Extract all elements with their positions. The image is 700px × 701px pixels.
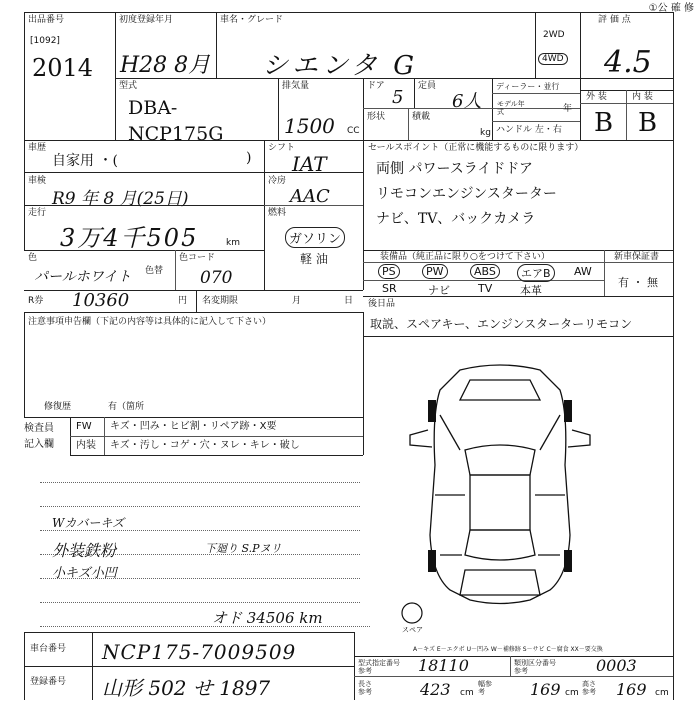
sep-recycle: [196, 290, 197, 312]
sales-line-1: 両側 パワースライドドア: [376, 161, 533, 177]
month-unit: 月: [292, 296, 302, 306]
car-windshield: [465, 445, 535, 475]
ac-value: AAC: [290, 186, 330, 207]
inspector-note-1: Wカバーキズ: [52, 516, 125, 530]
sales-line-3: ナビ、TV、バックカメラ: [376, 211, 536, 227]
car-rear-panel: [460, 570, 540, 595]
top-right-marks: ①公 確 修: [648, 3, 694, 14]
equip-leather: 本革: [520, 284, 542, 297]
spare-tire-icon: [402, 603, 422, 623]
length-label: 長さ参考: [358, 680, 372, 696]
score-value: 4.5: [604, 45, 652, 80]
length-value: 423: [420, 680, 451, 699]
color-code-label: 色コード: [179, 253, 216, 263]
handle-label: ハンドル 左・右: [496, 125, 562, 135]
wheel-rear-right: [564, 550, 572, 572]
inspector-right: [363, 417, 364, 455]
repair-label: 修復歴: [44, 402, 72, 412]
history-label: 車歴: [28, 143, 47, 153]
inspection-label: 車検: [28, 176, 47, 186]
drive-4wd: 4WD: [538, 53, 568, 65]
capacity-label: 定員: [418, 81, 437, 91]
frame-top-line: [24, 12, 674, 13]
sep-mid-1: [264, 140, 265, 290]
inspector-label-2: 記入欄: [24, 439, 54, 450]
row-inspector: [24, 417, 363, 418]
history-close: ): [246, 150, 252, 166]
wheel-front-left: [428, 400, 436, 422]
fw-label: FW: [76, 421, 92, 432]
car-line-left-front: [440, 415, 460, 450]
car-line-right-front: [540, 415, 560, 450]
sep-cap: [492, 78, 493, 140]
color-code-value: 070: [200, 268, 233, 288]
recycle-value: 10360: [72, 290, 130, 311]
row-equip-mid: [363, 280, 604, 281]
equip-pw: PW: [422, 264, 448, 279]
inspection-value: R9 年 8 月(25日): [52, 189, 189, 209]
cc-unit: CC: [347, 126, 360, 136]
car-rear-window: [465, 530, 535, 560]
doors-label: ドア: [367, 81, 385, 91]
height-label: 高さ参考: [582, 680, 596, 696]
equip-airbag: エアB: [517, 264, 555, 282]
chassis-left: [24, 632, 25, 700]
row-ref-mid: [354, 676, 673, 677]
damage-legend: A－キズ E－エクボ U－凹み W－補修跡 S－サビ C－腐食 XX－要交換: [413, 646, 603, 653]
sales-header: セールスポイント（正常に機能するものに限ります）: [368, 143, 584, 153]
row-equip-end: [363, 296, 673, 297]
history-value: 自家用 ・(: [52, 153, 118, 169]
car-right-mirror: [568, 430, 590, 447]
sep-ext-int: [626, 90, 627, 140]
row-sep-2: [24, 140, 674, 141]
notes-right: [363, 312, 364, 417]
drive-2wd: 2WD: [543, 30, 565, 40]
inspector-note-3: 小キズ小凹: [52, 566, 117, 581]
wheel-rear-left: [428, 550, 436, 572]
spare-label: スペア: [402, 626, 423, 634]
equip-ps: PS: [378, 264, 400, 279]
sep-type: [278, 78, 279, 140]
row-aftermarket: [363, 336, 673, 337]
interior-row-label: 内装: [76, 440, 96, 451]
chassis-value: NCP175-7009509: [102, 640, 297, 664]
sep-drive: [580, 12, 581, 140]
fw-items: キズ・凹み・ヒビ割・リペア跡・X要: [110, 421, 277, 432]
under-note: 下廻り S.Pヌリ: [205, 542, 282, 555]
frame-left-line: [24, 12, 25, 140]
aftermarket-label: 後日品: [368, 299, 396, 309]
exterior-label: 外 装: [586, 92, 607, 102]
row-sep-handle: [492, 121, 580, 122]
score-label: 評 価 点: [598, 15, 631, 25]
mileage-value: 3万4千505: [60, 224, 199, 252]
car-left-mirror: [410, 430, 432, 447]
length-unit: cm: [460, 688, 474, 698]
sep-mid-2: [363, 140, 364, 290]
displacement-value: 1500: [284, 114, 335, 138]
sep-shape: [408, 108, 409, 140]
row-fw: [70, 436, 363, 437]
sep-color: [175, 250, 176, 290]
row-equip-head: [363, 262, 673, 263]
fuel-value: ガソリン: [285, 227, 345, 248]
color-value: パールホワイト: [34, 269, 132, 285]
first-reg-label: 初度登録年月: [119, 15, 174, 25]
chassis-label: 車台番号: [30, 644, 67, 654]
yen-unit: 円: [178, 296, 188, 306]
fuel-alt: 軽 油: [300, 252, 328, 266]
first-reg-value: H28 8月: [120, 53, 211, 78]
row-chassis-top: [24, 632, 354, 633]
model-value: シエンタ G: [262, 51, 418, 81]
sep-doors: [414, 78, 415, 108]
equip-label: 装備品（純正品に限り○をつけて下さい）: [380, 252, 550, 262]
shape-label: 形状: [367, 112, 386, 122]
reg-label: 登録番号: [30, 677, 67, 687]
interior-value: B: [638, 108, 658, 138]
warranty-value: 有 ・ 無: [618, 276, 658, 289]
equip-sr: SR: [382, 282, 397, 295]
row-recycle: [24, 312, 363, 313]
recycle-label: R券: [28, 296, 44, 306]
exterior-value: B: [594, 108, 614, 138]
model-year-label: モデル年式: [497, 100, 525, 116]
equip-aw: AW: [574, 265, 592, 278]
model-label: 車名・グレード: [220, 15, 284, 25]
chassis-right: [354, 632, 355, 700]
type-value: DBA- NCP175G: [128, 97, 224, 145]
load-label: 積載: [412, 112, 431, 122]
wheel-front-right: [564, 400, 572, 422]
class-ref-label: 類別区分番号参考: [514, 659, 556, 675]
lot-label: 出品番号: [28, 15, 65, 25]
shift-value: IAT: [292, 152, 327, 176]
lot-small: [1092]: [30, 36, 60, 46]
type-ref-label: 型式指定番号参考: [358, 659, 400, 675]
fuel-label: 燃料: [268, 208, 287, 218]
note-line-2: [40, 506, 360, 507]
year-unit: 年: [563, 104, 573, 114]
equip-abs: ABS: [470, 264, 500, 279]
sep-disp: [363, 78, 364, 140]
frame-right-line: [673, 12, 674, 140]
type-label: 型式: [119, 81, 138, 91]
kg-unit: kg: [480, 128, 491, 138]
interior-items: キズ・汚し・コゲ・穴・ヌレ・キレ・破し: [110, 440, 300, 451]
lot-number: 2014: [32, 54, 94, 82]
type-ref-value: 18110: [418, 656, 469, 675]
sep-first-reg: [216, 12, 217, 78]
repair-value: 有（箇所: [108, 402, 145, 412]
note-line-6: [40, 602, 360, 603]
car-body-outline: [430, 365, 570, 604]
width-value: 169: [530, 680, 561, 699]
capacity-value: 6人: [452, 91, 482, 112]
car-roof: [470, 475, 530, 530]
equip-navi: ナビ: [428, 284, 450, 297]
sep-model: [535, 12, 536, 78]
inspector-label-1: 検査員: [24, 423, 54, 434]
interior-label: 内 装: [632, 92, 653, 102]
sep-lot: [115, 12, 116, 140]
km-unit: km: [226, 238, 240, 248]
car-front-panel: [460, 380, 540, 400]
shift-label: シフト: [268, 143, 296, 153]
color-label: 色: [28, 253, 38, 263]
height-unit: cm: [655, 688, 669, 698]
row-int: [70, 455, 363, 456]
height-value: 169: [616, 680, 647, 699]
color-change-label: 色替: [145, 266, 164, 276]
doors-value: 5: [392, 87, 404, 108]
frame-right-lower: [673, 140, 674, 700]
notes-left: [24, 312, 25, 417]
inspector-note-2: 外装鉄粉: [52, 541, 117, 560]
sep-ref: [510, 656, 511, 676]
sep-warranty: [604, 250, 605, 296]
mileage-label: 走行: [28, 208, 47, 218]
mid-left-line: [24, 140, 25, 250]
aftermarket-value: 取説、スペアキー、エンジンスターターリモコン: [370, 317, 633, 331]
row-ac: [264, 205, 363, 206]
notes-label: 注意事項申告欄（下記の内容等は具体的に記入して下さい）: [28, 317, 272, 327]
width-label: 幅参考: [478, 680, 492, 696]
displacement-label: 排気量: [282, 81, 310, 91]
class-ref-value: 0003: [596, 656, 637, 675]
warranty-label: 新車保証書: [614, 252, 660, 262]
odometer-note: オド 34506 km: [212, 609, 323, 627]
row-sep-dealer: [492, 93, 580, 94]
width-unit: cm: [565, 688, 579, 698]
ac-label: 冷房: [268, 176, 287, 186]
note-line-1: [40, 482, 360, 483]
dealer-label: ディーラー・並行: [496, 82, 560, 91]
row-chassis-mid: [24, 666, 354, 667]
chassis-sep: [92, 632, 93, 700]
row-equip: [363, 250, 673, 251]
sales-line-2: リモコンエンジンスターター: [376, 186, 557, 202]
equip-tv: TV: [478, 282, 493, 295]
registration-label: 名変期限: [202, 296, 239, 306]
car-diagram: [400, 355, 600, 625]
day-unit: 日: [344, 296, 354, 306]
reg-value: 山形 502 せ 1897: [102, 676, 271, 700]
